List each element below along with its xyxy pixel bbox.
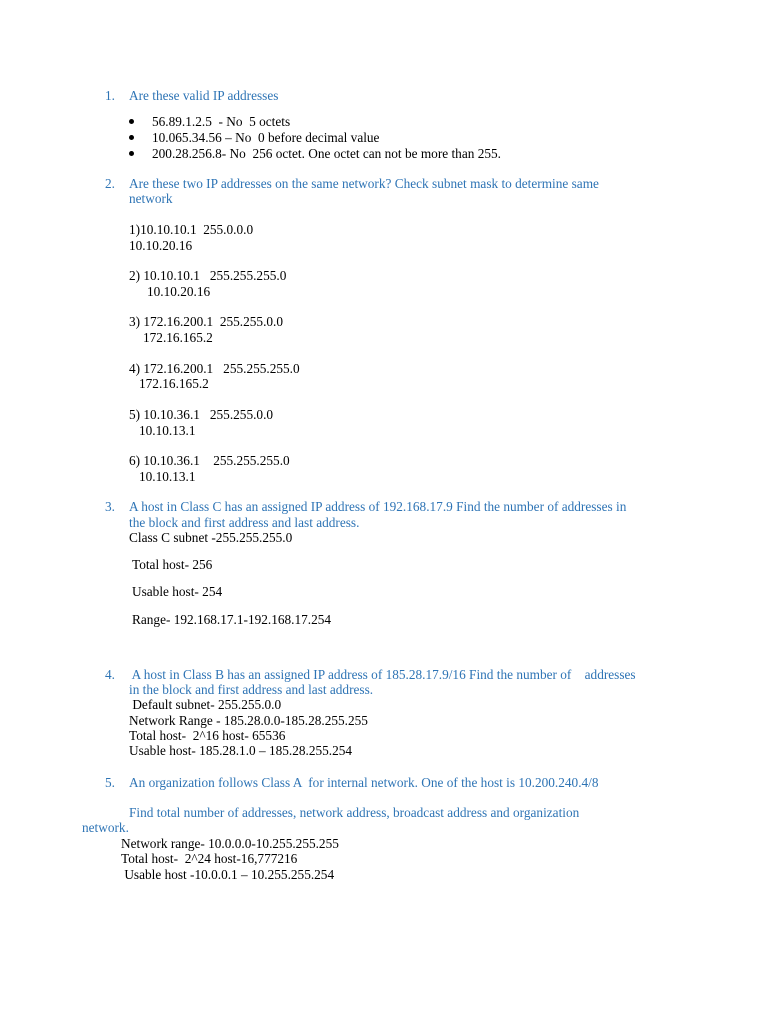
q5-answer-usable-host: Usable host -10.0.0.1 – 10.255.255.254	[121, 867, 335, 882]
q2-pair-1-line-2: 10.10.20.16	[129, 238, 193, 253]
q4-number: 4.	[105, 667, 115, 682]
q2-pair-3-line-2: 172.16.165.2	[143, 330, 213, 345]
q5-subquestion-line-1: Find total number of addresses, network address, broadcast address and organization	[129, 805, 580, 820]
bullet-icon	[129, 151, 134, 156]
q4-answer-usable-host: Usable host- 185.28.1.0 – 185.28.255.254	[129, 743, 353, 758]
q2-pair-1-line-1: 1)10.10.10.1 255.0.0.0	[129, 222, 254, 237]
q3-question-line-1: A host in Class C has an assigned IP address of 192.168.17.9 Find the number of addresses in	[129, 499, 627, 514]
q4-question-line-2: in the block and first address and last address.	[129, 682, 374, 697]
q2-pair-4-line-1: 4) 172.16.200.1 255.255.255.0	[129, 361, 300, 376]
q3-question-line-2: the block and first address and last address.	[129, 515, 360, 530]
q2-pair-3-line-1: 3) 172.16.200.1 255.255.0.0	[129, 314, 284, 329]
q1-bullet-1: 56.89.1.2.5 - No 5 octets	[152, 114, 291, 129]
q2-pair-2-line-1: 2) 10.10.10.1 255.255.255.0	[129, 268, 287, 283]
q2-pair-5-line-1: 5) 10.10.36.1 255.255.0.0	[129, 407, 274, 422]
q2-question-line-1: Are these two IP addresses on the same network? Check subnet mask to determine same	[129, 176, 599, 191]
q2-number: 2.	[105, 176, 115, 191]
q2-question-line-2: network	[129, 191, 173, 206]
q1-number: 1.	[105, 88, 115, 103]
q4-answer-subnet: Default subnet- 255.255.0.0	[129, 697, 282, 712]
q2-pair-6-line-1: 6) 10.10.36.1 255.255.255.0	[129, 453, 290, 468]
q4-answer-network-range: Network Range - 185.28.0.0-185.28.255.255	[129, 713, 368, 728]
q5-answer-total-host: Total host- 2^24 host-16,777216	[121, 851, 298, 866]
q5-question: An organization follows Class A for internal network. One of the host is 10.200.240.4/8	[129, 775, 599, 790]
q4-answer-total-host: Total host- 2^16 host- 65536	[129, 728, 286, 743]
q4-question-line-1: A host in Class B has an assigned IP address of 185.28.17.9/16 Find the number of addresses	[129, 667, 636, 682]
bullet-icon	[129, 119, 134, 124]
bullet-icon	[129, 135, 134, 140]
q5-number: 5.	[105, 775, 115, 790]
q1-bullet-3: 200.28.256.8- No 256 octet. One octet can not be more than 255.	[152, 146, 501, 161]
q3-answer-subnet: Class C subnet -255.255.255.0	[129, 530, 293, 545]
q3-answer-usable-host: Usable host- 254	[132, 584, 223, 599]
q3-answer-total-host: Total host- 256	[132, 557, 213, 572]
q1-bullet-2: 10.065.34.56 – No 0 before decimal value	[152, 130, 380, 145]
q2-pair-6-line-2: 10.10.13.1	[139, 469, 196, 484]
q1-question: Are these valid IP addresses	[129, 88, 279, 103]
q3-number: 3.	[105, 499, 115, 514]
q5-answer-network-range: Network range- 10.0.0.0-10.255.255.255	[121, 836, 339, 851]
q5-subquestion-line-2: network.	[82, 820, 129, 835]
q2-pair-5-line-2: 10.10.13.1	[139, 423, 196, 438]
q2-pair-4-line-2: 172.16.165.2	[139, 376, 209, 391]
q3-answer-range: Range- 192.168.17.1-192.168.17.254	[132, 612, 332, 627]
q2-pair-2-line-2: 10.10.20.16	[147, 284, 211, 299]
